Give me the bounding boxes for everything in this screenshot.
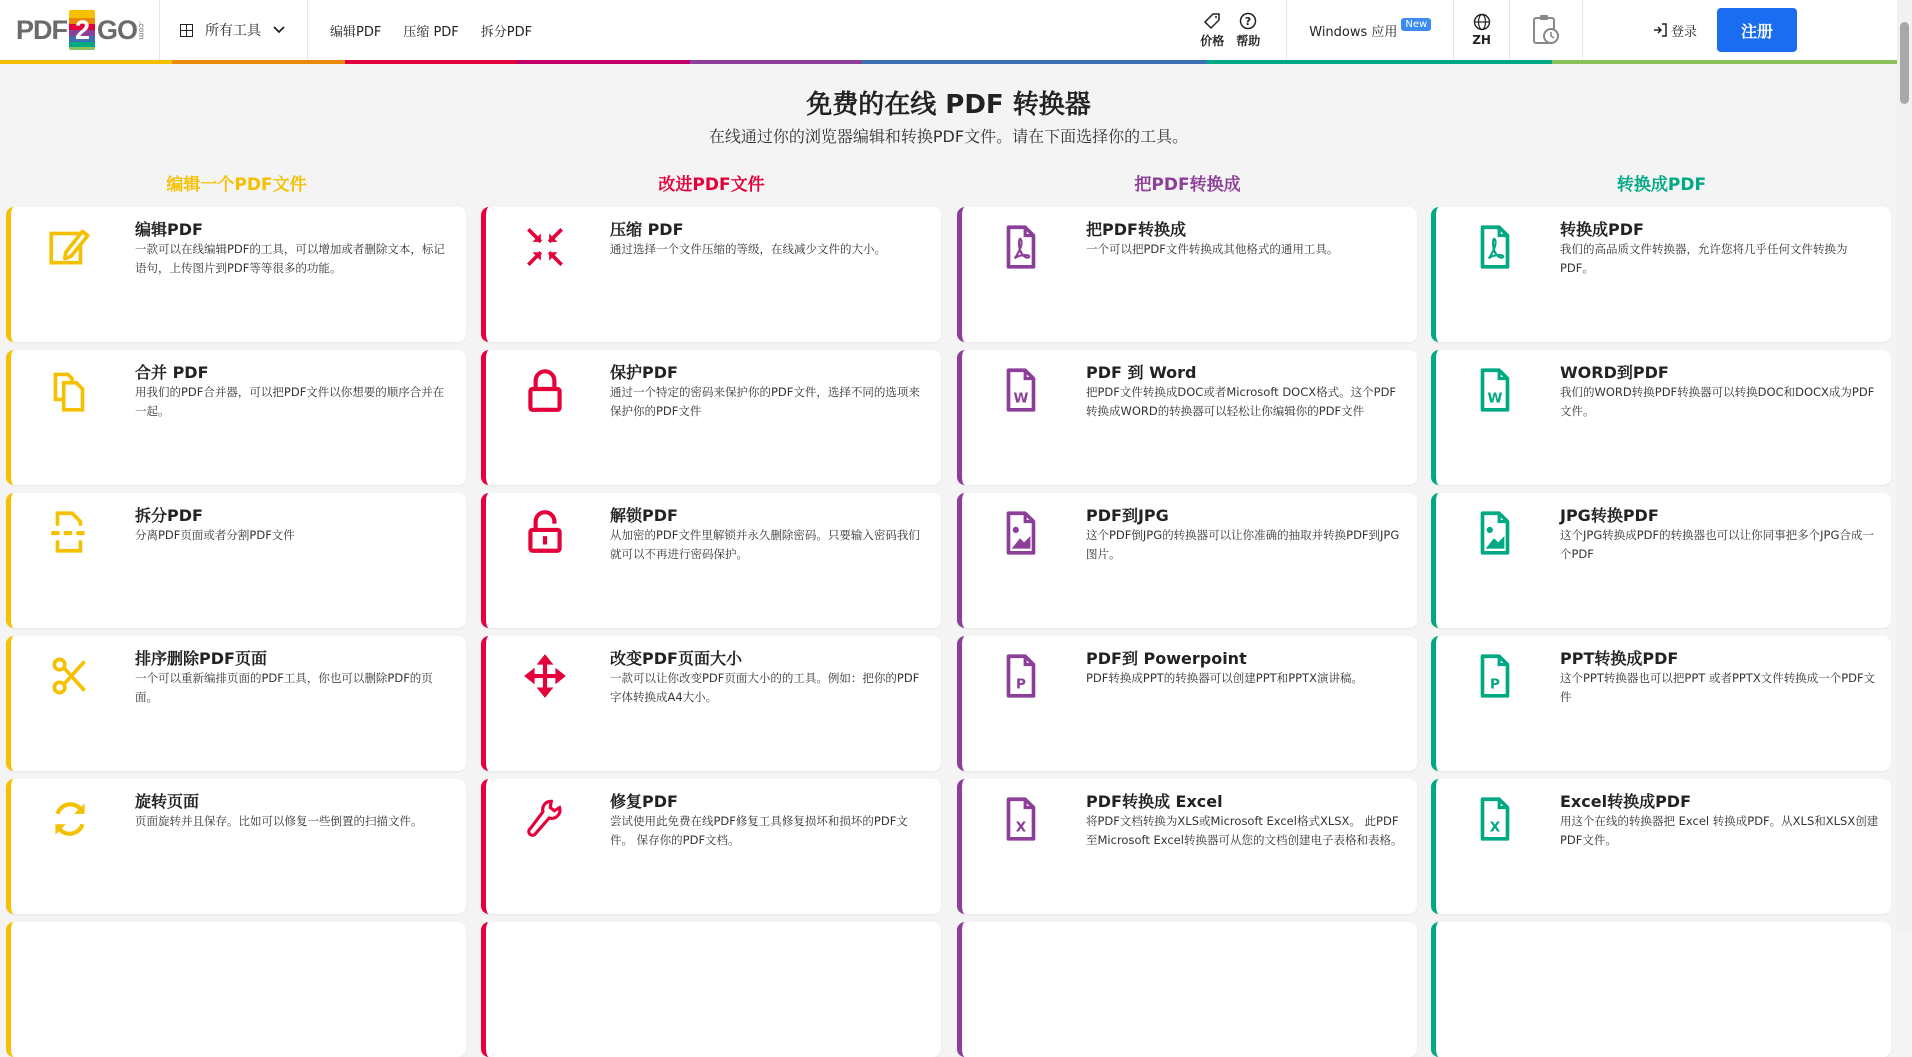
column-heading: 转换成PDF: [1616, 175, 1707, 195]
tool-description: 这个PDF倒JPG的转换器可以让你准确的抽取并转换PDF到JPG图片。: [1086, 528, 1400, 561]
stripe-segment: [1035, 60, 1207, 64]
tool-title: 旋转页面: [135, 792, 200, 811]
tool-card[interactable]: [481, 350, 941, 485]
resize-icon: [520, 650, 570, 700]
column-heading: 改进PDF文件: [658, 175, 765, 195]
svg-text:X: X: [1015, 819, 1027, 836]
tool-card[interactable]: [6, 207, 466, 342]
globe-icon: [1473, 13, 1491, 31]
tool-card[interactable]: [1431, 779, 1891, 914]
svg-text:W: W: [1487, 390, 1503, 407]
price-button[interactable]: [1194, 12, 1230, 49]
tool-card[interactable]: [481, 779, 941, 914]
tool-title: 改变PDF页面大小: [610, 649, 742, 668]
divider: [1582, 0, 1583, 60]
merge-icon: [45, 364, 95, 414]
tool-card[interactable]: [957, 779, 1417, 914]
tool-description: 我们的高品质文件转换器，允许您将几乎任何文件转换为PDF。: [1560, 242, 1848, 275]
tool-description: PDF转换成PPT的转换器可以创建PPT和PPTX演讲稿。: [1086, 671, 1363, 685]
stripe-segment: [690, 60, 862, 64]
column-heading: 把PDF转换成: [1134, 175, 1241, 195]
tool-card[interactable]: [6, 636, 466, 771]
split-icon: [45, 507, 95, 557]
tool-title: 压缩 PDF: [610, 220, 684, 239]
tool-card-partial[interactable]: [481, 922, 941, 1057]
login-button[interactable]: [1653, 21, 1697, 40]
tool-card[interactable]: [957, 350, 1417, 485]
login-icon: [1653, 23, 1667, 37]
tool-description: 尝试使用此免费在线PDF修复工具修复损坏和损坏的PDF文件。 保存你的PDF文档。: [610, 814, 908, 847]
scrollbar[interactable]: [1897, 0, 1912, 932]
tool-card[interactable]: [1431, 350, 1891, 485]
question-icon: [1239, 12, 1257, 30]
page-title: 免费的在线 PDF 转换器: [806, 90, 1091, 120]
image-file-icon: [996, 507, 1046, 557]
word-file-icon: [996, 364, 1046, 414]
lock-icon: [520, 364, 570, 414]
tool-title: JPG转换PDF: [1560, 506, 1659, 525]
stripe-segment: [1380, 60, 1552, 64]
windows-app-label: Windows 应用: [1309, 24, 1398, 40]
tool-title: 修复PDF: [610, 792, 678, 811]
svg-text:P: P: [1016, 676, 1026, 693]
price-label: 价格: [1200, 33, 1225, 48]
tool-description: 把PDF文件转换成DOC或者Microsoft DOCX格式。这个PDF转换成WORD的转换器可以轻松让你编辑你的PDF文件: [1086, 385, 1397, 418]
top-header: [0, 0, 1897, 60]
tool-title: WORD到PDF: [1560, 363, 1669, 382]
tool-description: 页面旋转并且保存。比如可以修复一些倒置的扫描文件。: [135, 814, 423, 828]
tool-description: 一个可以重新编排页面的PDF工具，你也可以删除PDF的页面。: [135, 671, 433, 704]
pdf2go-logo[interactable]: [0, 0, 160, 60]
tool-description: 这个JPG转换成PDF的转换器也可以让你同事把多个JPG合成一个PDF: [1560, 528, 1874, 561]
help-label: 帮助: [1236, 33, 1261, 48]
svg-text:X: X: [1489, 819, 1501, 836]
windows-app-link[interactable]: [1287, 18, 1453, 40]
scrollbar-thumb[interactable]: [1900, 22, 1909, 104]
tool-card-partial[interactable]: [1431, 922, 1891, 1057]
tool-card[interactable]: [1431, 493, 1891, 628]
chevron-down-icon: [273, 26, 285, 34]
stripe-segment: [172, 60, 344, 64]
excel-file-icon: [1470, 793, 1520, 843]
tool-card[interactable]: [6, 350, 466, 485]
ppt-file-icon: [1470, 650, 1520, 700]
tool-description: 这个PPT转换器也可以把PPT 或者PPTX文件转换成一个PDF文件: [1560, 671, 1876, 704]
grid-icon: [180, 24, 193, 37]
tool-card[interactable]: [1431, 636, 1891, 771]
login-label: 登录: [1670, 24, 1697, 40]
excel-file-icon: [996, 793, 1046, 843]
compress-icon: [520, 221, 570, 271]
logo-suffix: .com: [137, 20, 147, 40]
stripe-segment: [1207, 60, 1379, 64]
tool-title: 排序删除PDF页面: [135, 649, 267, 668]
tool-description: 一款可以让你改变PDF页面大小的的工具。例如：把你的PDF字体转换成A4大小。: [610, 671, 920, 704]
help-button[interactable]: [1230, 12, 1266, 49]
all-tools-menu[interactable]: [160, 0, 308, 60]
tool-title: 解锁PDF: [610, 506, 678, 525]
tool-card[interactable]: [957, 207, 1417, 342]
nav-compress-pdf[interactable]: 压缩 PDF: [403, 24, 459, 40]
tool-title: PPT转换成PDF: [1560, 649, 1679, 668]
tool-card-partial[interactable]: [957, 922, 1417, 1057]
top-nav: [308, 21, 532, 40]
tool-title: PDF到JPG: [1086, 506, 1169, 525]
tool-title: PDF 到 Word: [1086, 363, 1197, 382]
nav-split-pdf[interactable]: 拆分PDF: [480, 24, 533, 40]
tool-description: 将PDF文档转换为XLS或Microsoft Excel格式XLSX。 此PDF至Microsoft Excel转换器可从您的文档创建电子表格和表格。: [1086, 814, 1403, 847]
tool-card[interactable]: [481, 493, 941, 628]
stripe-segment: [862, 60, 1034, 64]
tool-description: 用我们的PDF合并器，可以把PDF文件以你想要的顺序合并在一起。: [135, 385, 445, 418]
tool-description: 我们的WORD转换PDF转换器可以转换DOC和DOCX成为PDF文件。: [1560, 385, 1875, 418]
pdf-file-icon: [1470, 221, 1520, 271]
tool-description: 一款可以在线编辑PDF的工具，可以增加或者删除文本，标记语句，上传图片到PDF等等很多的功能。: [135, 242, 445, 275]
tool-description: 用这个在线的转换器把 Excel 转换成PDF。从XLS和XLSX创建PDF文件。: [1560, 814, 1879, 847]
svg-text:W: W: [1013, 390, 1029, 407]
tool-title: PDF到 Powerpoint: [1086, 649, 1247, 668]
rotate-icon: [45, 793, 95, 843]
tool-title: 转换成PDF: [1560, 220, 1644, 239]
tag-icon: [1203, 12, 1221, 30]
unlock-icon: [520, 507, 570, 557]
tool-title: 把PDF转换成: [1086, 220, 1186, 239]
scissors-icon: [45, 650, 95, 700]
tool-card[interactable]: [481, 207, 941, 342]
tool-title: 编辑PDF: [135, 220, 203, 239]
history-button[interactable]: [1510, 14, 1582, 46]
clipboard-clock-icon: [1532, 14, 1560, 46]
tool-card[interactable]: [957, 493, 1417, 628]
tool-card[interactable]: [481, 636, 941, 771]
language-button[interactable]: [1454, 13, 1509, 47]
svg-text:P: P: [1490, 676, 1500, 693]
tool-title: 合并 PDF: [135, 363, 209, 382]
logo-text: PDF: [16, 14, 67, 45]
tool-title: 保护PDF: [610, 363, 678, 382]
stripe-segment: [517, 60, 689, 64]
column-heading: 编辑一个PDF文件: [166, 175, 307, 195]
tool-title: PDF转换成 Excel: [1086, 792, 1223, 811]
stripe-segment: [1552, 60, 1724, 64]
tool-card-partial[interactable]: [6, 922, 466, 1057]
tool-description: 分离PDF页面或者分割PDF文件: [135, 528, 295, 542]
new-badge: New: [1401, 18, 1431, 31]
stripe-segment: [1725, 60, 1897, 64]
tool-description: 从加密的PDF文件里解锁并永久删除密码。只要输入密码我们就可以不再进行密码保护。: [610, 528, 920, 561]
edit-icon: [45, 221, 95, 271]
tool-card[interactable]: [6, 493, 466, 628]
tool-description: 通过一个特定的密码来保护你的PDF文件，选择不同的选项来保护你的PDF文件: [610, 385, 920, 418]
color-stripe: [0, 60, 1897, 64]
ppt-file-icon: [996, 650, 1046, 700]
language-label: ZH: [1472, 33, 1491, 47]
signup-button[interactable]: 注册: [1717, 8, 1797, 52]
tool-description: 通过选择一个文件压缩的等级，在线减少文件的大小。: [610, 242, 886, 256]
page-subtitle: 在线通过你的浏览器编辑和转换PDF文件。请在下面选择你的工具。: [708, 127, 1189, 146]
stripe-segment: [345, 60, 517, 64]
tool-title: Excel转换成PDF: [1560, 792, 1692, 811]
svg-text:?: ?: [1245, 14, 1252, 28]
logo-text: GO: [97, 14, 138, 45]
logo-mark: 2: [69, 10, 95, 50]
image-file-icon: [1470, 507, 1520, 557]
tool-description: 一个可以把PDF文件转换成其他格式的通用工具。: [1086, 242, 1339, 256]
stripe-segment: [0, 60, 172, 64]
nav-edit-pdf[interactable]: 编辑PDF: [330, 24, 382, 40]
tool-title: 拆分PDF: [135, 506, 203, 525]
tool-card[interactable]: [1431, 207, 1891, 342]
tool-card[interactable]: [957, 636, 1417, 771]
pdf-file-icon: [996, 221, 1046, 271]
all-tools-label: 所有工具: [205, 23, 261, 39]
wrench-icon: [520, 793, 570, 843]
word-file-icon: [1470, 364, 1520, 414]
tool-card[interactable]: [6, 779, 466, 914]
